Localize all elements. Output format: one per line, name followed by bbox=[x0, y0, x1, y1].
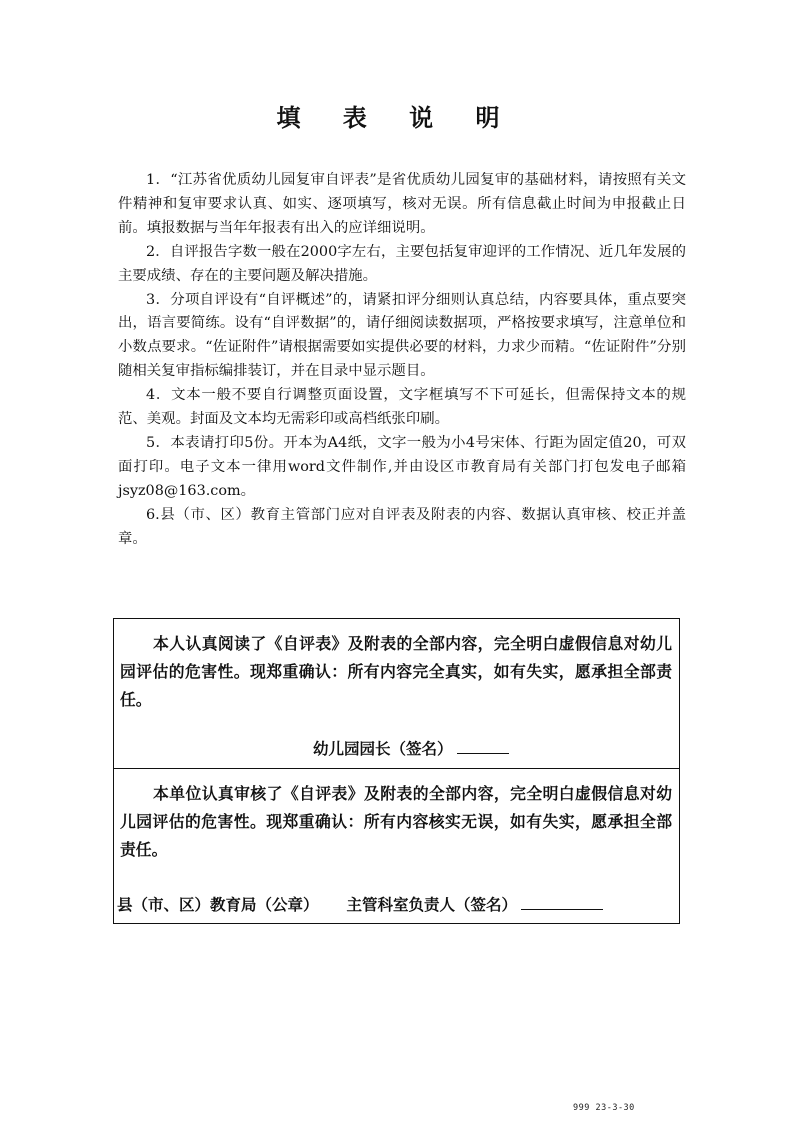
principal-declaration-text: 本人认真阅读了《自评表》及附表的全部内容，完全明白虚假信息对幼儿园评估的危害性。现郑重确认：所有内容完全真实，如有失实，愿承担全部责任。 bbox=[120, 634, 672, 709]
instruction-item-4: 4．文本一般不要自行调整页面设置，文字框填写不下可延长，但需保持文本的规范、美观。封面及文本均无需彩印或高档纸张印刷。 bbox=[118, 387, 686, 428]
principal-signature-blank[interactable] bbox=[457, 737, 509, 754]
page-title: 填 表 说 明 bbox=[276, 104, 517, 132]
instruction-item-3: 3．分项自评设有“自评概述”的，请紧扣评分细则认真总结，内容要具体，重点要突出，语言要简练。设有“自评数据”的，请仔细阅读数据项，严格按要求填写，注意单位和小数点要求。“佐证附件”请根据需要如实提供必要的材料，力求少而精。“佐证附件”分别随相关复审指标编排装订，并在目录中显示题目。 bbox=[118, 291, 686, 380]
instruction-item-1: 1．“江苏省优质幼儿园复审自评表”是省优质幼儿园复审的基础材料，请按照有关文件精神和复审要求认真、如实、逐项填写，核对无误。所有信息截止时间为申报截止日前。填报数据与当年年报表有出入的应详细说明。 bbox=[118, 172, 686, 236]
principal-declaration-section bbox=[114, 619, 679, 769]
footer-stamp: 999 23-3-30 bbox=[573, 1103, 635, 1113]
principal-signature-line bbox=[313, 737, 509, 760]
instructions-list bbox=[118, 169, 686, 552]
bureau-seal-label: 县（市、区）教育局（公章） bbox=[117, 896, 319, 914]
instruction-item-6: 6.县（市、区）教育主管部门应对自评表及附表的内容、数据认真审核、校正并盖章。 bbox=[118, 506, 686, 547]
bureau-signature-label: 主管科室负责人（签名） bbox=[346, 896, 518, 914]
bureau-signature-blank[interactable] bbox=[521, 893, 603, 910]
principal-signature-label: 幼儿园园长（签名） bbox=[313, 740, 453, 758]
bureau-declaration-section bbox=[114, 769, 679, 923]
instruction-item-5: 5．本表请打印5份。开本为A4纸，文字一般为小4号宋体、行距为固定值20，可双面打印。电子文本一律用word文件制作,并由设区市教育局有关部门打包发电子邮箱jsyz08@163.com。 bbox=[118, 434, 686, 499]
bureau-signature-line bbox=[117, 893, 603, 916]
instruction-item-2: 2．自评报告字数一般在2000字左右，主要包括复审迎评的工作情况、近几年发展的主要成绩、存在的主要问题及解决措施。 bbox=[118, 243, 686, 284]
bureau-declaration-text: 本单位认真审核了《自评表》及附表的全部内容，完全明白虚假信息对幼儿园评估的危害性。现郑重确认：所有内容核实无误，如有失实，愿承担全部责任。 bbox=[120, 784, 672, 859]
declaration-box bbox=[113, 618, 680, 924]
